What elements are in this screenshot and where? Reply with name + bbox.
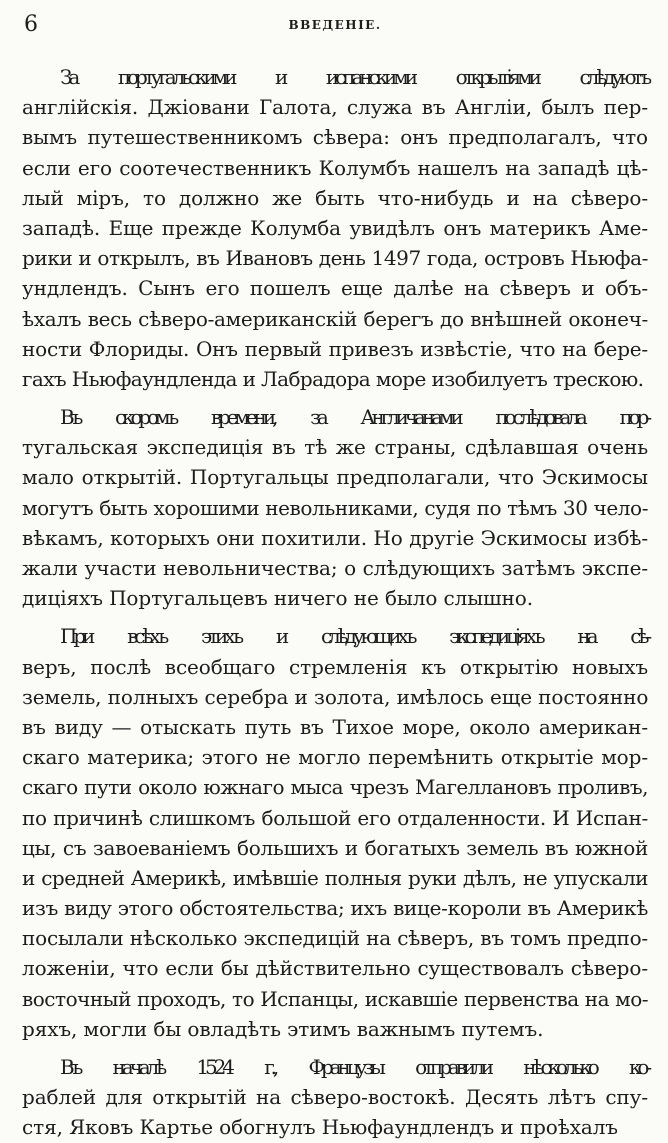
text-line: ундлендъ. Сынъ его пошелъ еще далѣе на сѣверъ и объ- xyxy=(22,276,648,301)
paragraph xyxy=(22,1052,648,1143)
text-line: Въ скоромъ времени, за Англичанами послѣдовала пор- xyxy=(60,405,648,430)
paragraph xyxy=(22,402,648,613)
text-line: западѣ. Еще прежде Колумба увидѣлъ онъ материкъ Аме- xyxy=(22,215,648,240)
text-line: диціяхъ Португальцевъ ничего не было слышно. xyxy=(22,586,533,611)
page-number: 6 xyxy=(24,12,38,37)
text-line: гахъ Ньюфаундленда и Лабрадора море изобилуетъ трескою. xyxy=(22,366,644,391)
text-line: Въ началѣ 1524 г., Французы отправили нѣсколько ко- xyxy=(60,1055,648,1079)
text-line: вымъ путешественникомъ сѣвера: онъ предполагалъ, что xyxy=(22,125,648,150)
text-line: жали участи невольничества; о слѣдующихъ затѣмъ экспе- xyxy=(22,556,648,580)
text-line: При всѣхъ этихъ и слѣдующихъ экспедиціяхъ на сѣ- xyxy=(60,624,648,649)
text-line: земель, полныхъ серебра и золота, имѣлось еще постоянно xyxy=(22,684,649,709)
text-line: англійскія. Джіовани Галота, служа въ Англіи, былъ пер- xyxy=(22,95,648,120)
text-line: изъ виду этого обстоятельства; ихъ вице-короли въ Америкѣ xyxy=(22,896,648,921)
text-line: по причинѣ слишкомъ большой его отдаленности. И Испан- xyxy=(22,805,648,830)
text-line: мало открытій. Португальцы предполагали, что Эскимосы xyxy=(22,465,648,490)
text-line: лый міръ, то должно же быть что-нибудь и на сѣверо- xyxy=(22,185,648,210)
text-line: тугальская экспедиція въ тѣ же страны, сдѣлавшая очень xyxy=(22,435,648,460)
text-line: раблей для открытій на сѣверо-востокѣ. Десять лѣтъ спу- xyxy=(22,1085,648,1110)
text-line: рики и открылъ, въ Ивановъ день 1497 года, островъ Ньюфа- xyxy=(22,246,648,271)
body-text xyxy=(22,62,648,1143)
running-title: ВВЕДЕНІЕ. xyxy=(288,18,382,32)
text-line: За португальскими и испанскими открытіями слѣдуютъ xyxy=(60,65,648,89)
paragraph xyxy=(22,621,648,1044)
text-line: цы, съ завоеваніемъ большихъ и богатыхъ земель въ южной xyxy=(22,835,648,860)
text-line: ряхъ, могли бы овладѣть этимъ важнымъ путемъ. xyxy=(22,1016,544,1041)
text-line: ложеніи, что если бы дѣйствительно существовалъ сѣверо- xyxy=(22,956,648,981)
text-line: посылали нѣсколько экспедицій на сѣверъ, въ томъ предпо- xyxy=(22,926,648,951)
text-line: если его соотечественникъ Колумбъ нашелъ на западѣ цѣ- xyxy=(22,155,648,180)
text-line: восточный проходъ, то Испанцы, искавшіе первенства на мо- xyxy=(22,986,648,1011)
page-header xyxy=(22,12,648,46)
text-line: ности Флориды. Онъ первый привезъ извѣстіе, что на бере- xyxy=(22,336,648,361)
text-line: могутъ быть хорошими невольниками, судя по тѣмъ 30 чело- xyxy=(22,495,649,520)
text-line: скаго материка; этого не могло перемѣнить открытіе мор- xyxy=(22,745,648,770)
text-line: скаго пути около южнаго мыса чрезъ Магеллановъ проливъ, xyxy=(22,775,648,800)
text-line: въ виду — отыскать путь въ Тихое море, около американ- xyxy=(22,714,648,739)
text-line: вѣкамъ, которыхъ они похитили. Но другіе Эскимосы избѣ- xyxy=(22,525,648,550)
text-line: стя, Яковъ Картье обогнулъ Ньюфаундлендъ и проѣхалъ xyxy=(22,1115,618,1140)
text-line: веръ, послѣ всеобщаго стремленія къ открытію новыхъ xyxy=(22,654,648,679)
text-line: и средней Америкѣ, имѣвшіе полныя руки дѣлъ, не упускали xyxy=(22,865,648,890)
text-line: ѣхалъ весь сѣверо-американскій берегъ до внѣшней оконеч- xyxy=(22,306,648,331)
paragraph xyxy=(22,62,648,394)
